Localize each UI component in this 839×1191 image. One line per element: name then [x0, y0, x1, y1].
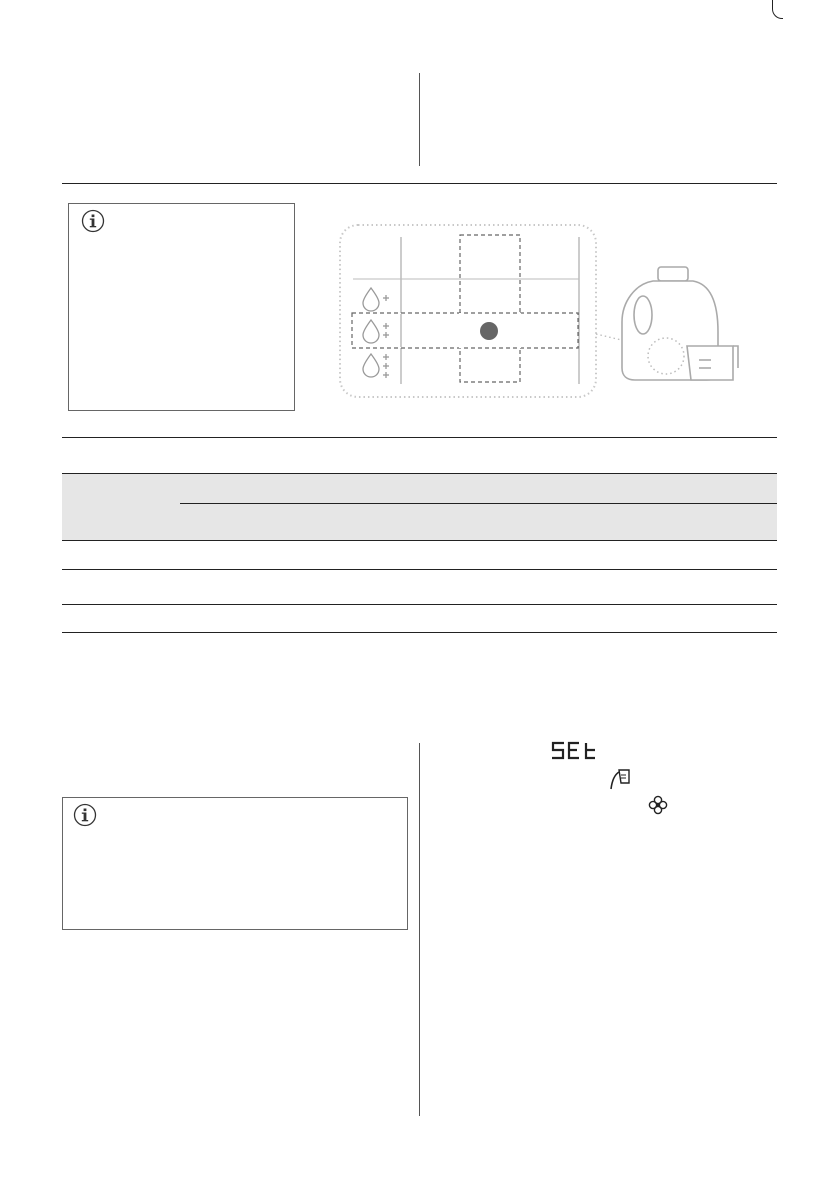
section-rule-1	[62, 183, 777, 184]
column-divider-top	[419, 73, 420, 166]
table-header-subrule	[180, 503, 777, 504]
info-note-bottom	[62, 797, 408, 930]
set-label-text: S	[0, 0, 1, 1]
dashed-row	[352, 313, 578, 348]
drop-plus-icon-1	[363, 288, 389, 311]
table-header-band	[62, 474, 777, 540]
section-rule-2	[62, 437, 777, 438]
page-corner-mark	[772, 0, 783, 19]
info-note-top	[68, 203, 295, 411]
dashed-column	[460, 235, 520, 382]
set-display-symbol	[550, 740, 600, 762]
table-bottom-rule	[62, 632, 777, 633]
table-header-bottom-rule	[62, 540, 777, 541]
dosage-figure	[335, 222, 755, 402]
flower-softener-icon	[648, 795, 668, 815]
drop-plus-icon-3	[363, 354, 389, 378]
detergent-pour-icon	[609, 767, 635, 791]
table-row-rule-2	[62, 604, 777, 605]
column-divider-bottom	[419, 743, 420, 1116]
info-icon	[73, 803, 97, 827]
measuring-cup-icon	[687, 346, 738, 380]
selected-dose-marker	[480, 322, 498, 340]
info-icon	[81, 209, 105, 233]
table-row-rule-1	[62, 569, 777, 570]
